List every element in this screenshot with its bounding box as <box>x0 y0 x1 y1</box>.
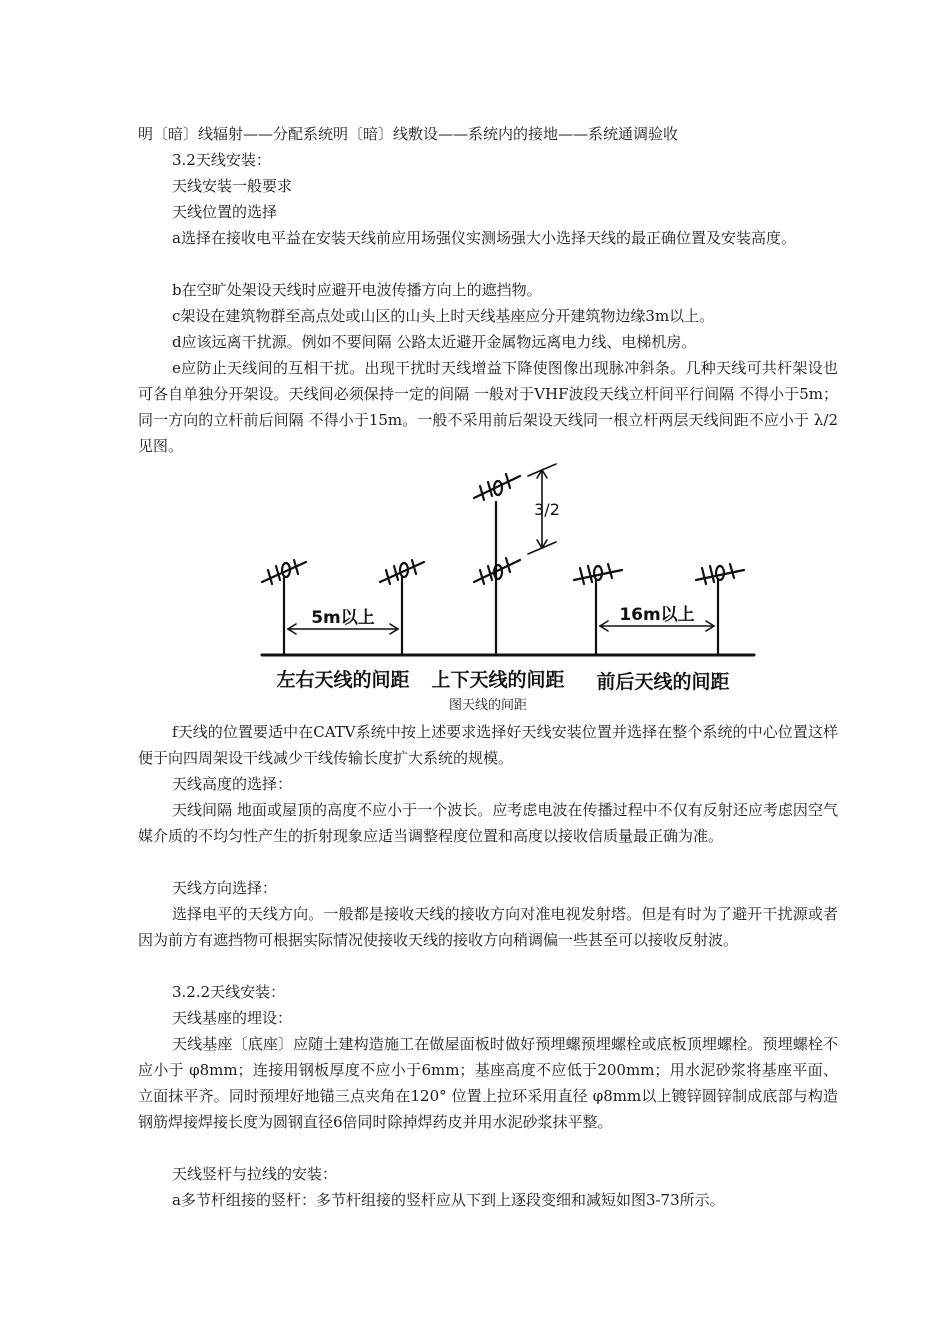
antenna-right-b-icon <box>696 564 744 584</box>
paragraph-process-flow: 明〔暗〕线辐射——分配系统明〔暗〕线敷设——系统内的接地——系统通调验收 <box>138 125 679 143</box>
heading-general-requirements: 天线安装一般要求 <box>172 177 293 195</box>
paragraph-item-b: b在空旷处架设天线时应避开电波传播方向上的遮挡物。 <box>172 281 542 299</box>
paragraph-direction: 选择电平的天线方向。一般都是接收天线的接收方向对准电视发射塔。但是有时为了避开干扰源或者因为前方有遮挡物可根据实际情况使接收天线的接收方向稍调偏一些甚至可以接收反射波。 <box>138 905 838 949</box>
title-front-back: 前后天线的间距 <box>596 671 730 693</box>
paragraph-base: 天线基座〔底座〕应随土建构造施工在做屋面板时做好预埋螺预埋螺栓或底板顶埋螺栓。预埋螺栓不应小于 φ8mm；连接用钢板厚度不应小于6mm；基座高度不应低于200mm；用水泥砂浆将基座平面、立面抹平齐。同时预埋好地锚三点夹角在120° 位置上拉环采用直径 φ8mm以上镀锌圆锌制成底部与构造钢筋焊接焊接长度为圆钢直径6倍同时除掉焊药皮并用水泥砂浆抹平整。 <box>138 1035 838 1131</box>
figure-caption: 图天线的间距 <box>448 698 527 713</box>
paragraph-item-c: c架设在建筑物群至高点处或山区的山头上时天线基座应分开建筑物边缘3m以上。 <box>172 307 715 325</box>
antenna-middle-top-icon <box>474 474 520 500</box>
paragraph-item-e: e应防止天线间的互相干扰。出现干扰时天线增益下降使图像出现脉冲斜条。几种天线可共杆架设也可各自单独分开架设。天线间必须保持一定的间隔 一般对于VHF波段天线立杆间平行间隔 不得小于5m；同一方向的立杆前后间隔 不得小于15m。一般不采用前后架设天线同一根立杆两层天线间距不应小于 λ/2见图。 <box>138 359 838 455</box>
paragraph-multi-section-mast: a多节杆组接的竖杆：多节杆组接的竖杆应从下到上逐段变细和减短如图3-73所示。 <box>172 1191 725 1209</box>
heading-position-selection: 天线位置的选择 <box>172 203 278 221</box>
heading-section-3-2: 3.2天线安装： <box>172 151 271 169</box>
heading-section-3-2-2: 3.2.2天线安装： <box>172 983 286 1001</box>
label-front-back-gap: 16m以上 <box>619 605 695 625</box>
antenna-spacing-figure <box>258 462 758 698</box>
title-stacked: 上下天线的间距 <box>431 669 565 691</box>
paragraph-height: 天线间隔 地面或屋顶的高度不应小于一个波长。应考虑电波在传播过程中不仅有反射还应考虑因空气媒介质的不均匀性产生的折射现象应适当调整程度位置和高度以接收信质量最正确为准。 <box>138 801 838 845</box>
antenna-right-a-icon <box>574 564 622 584</box>
label-left-gap: 5m以上 <box>311 608 375 628</box>
paragraph-item-a: a选择在接收电平益在安装天线前应用场强仪实测场强大小选择天线的最正确位置及安装高度。 <box>172 229 796 247</box>
heading-direction-selection: 天线方向选择： <box>172 879 278 897</box>
heading-base-embedding: 天线基座的埋设： <box>172 1009 293 1027</box>
label-vertical-gap: 3/2 <box>534 500 560 519</box>
heading-mast-and-guy-wires: 天线竖杆与拉线的安装： <box>172 1165 338 1183</box>
title-side-by-side: 左右天线的间距 <box>276 669 410 691</box>
antenna-spacing-diagram <box>258 462 758 698</box>
paragraph-item-d: d应该远离干扰源。例如不要间隔 公路太近避开金属物远离电力线、电梯机房。 <box>172 333 697 351</box>
paragraph-item-f: f天线的位置要适中在CATV系统中按上述要求选择好天线安装位置并选择在整个系统的中心位置这样便于向四周架设干线减少干线传输长度扩大系统的规模。 <box>138 723 838 767</box>
heading-height-selection: 天线高度的选择： <box>172 775 293 793</box>
